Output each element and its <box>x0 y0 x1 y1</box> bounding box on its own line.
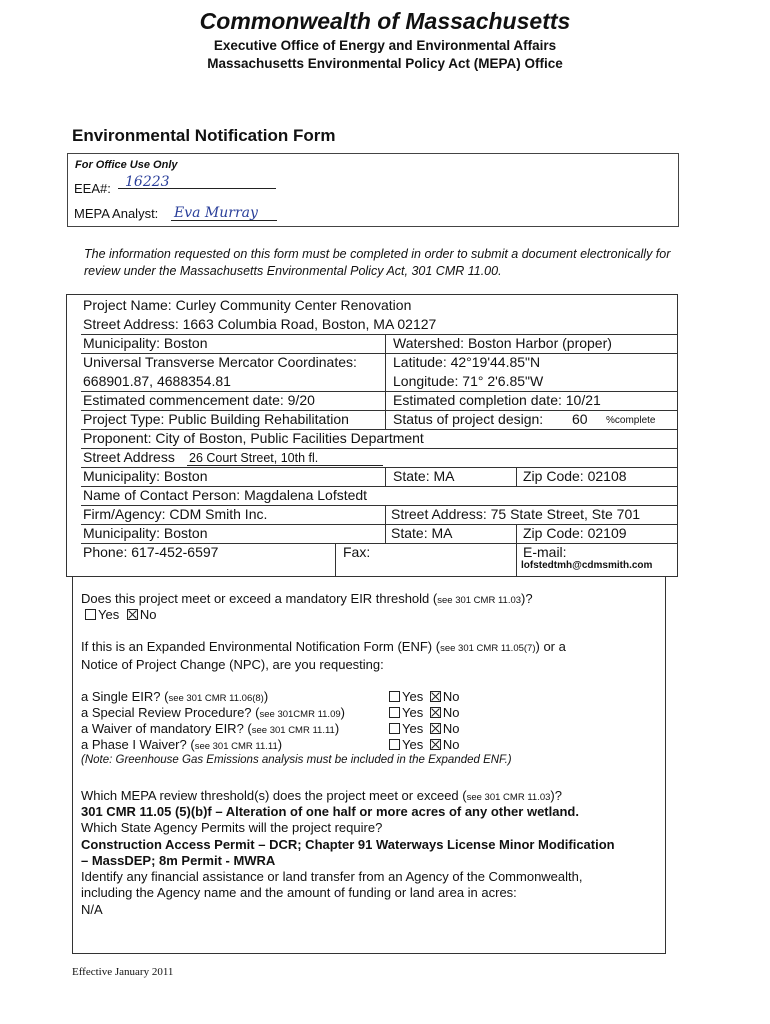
no-checkbox-checked[interactable] <box>430 739 441 750</box>
expanded-enf-question-cont: Notice of Project Change (NPC), are you requesting: <box>81 657 384 672</box>
office-use-box <box>67 153 679 227</box>
phase-one-waiver-options: Yes No <box>389 737 459 752</box>
project-info-box <box>66 294 678 577</box>
street-underline <box>187 465 383 466</box>
longitude: Longitude: 71° 2'6.85"W <box>393 373 544 389</box>
effective-date-footer: Effective January 2011 <box>72 966 174 978</box>
yes-checkbox[interactable] <box>389 707 400 718</box>
column-divider <box>516 467 517 486</box>
yes-checkbox[interactable] <box>389 723 400 734</box>
intro-text: The information requested on this form must be completed in order to submit a document electronically for review under the Massachusetts Environmental Policy Act, 301 CMR 11.00. <box>84 247 671 278</box>
latitude: Latitude: 42°19'44.85"N <box>393 354 541 370</box>
firm-municipality: Municipality: Boston <box>83 525 208 541</box>
contact-person: Name of Contact Person: Magdalena Lofstedt <box>83 487 368 503</box>
financial-assistance-question-cont: including the Agency name and the amount of funding or land area in acres: <box>81 885 517 900</box>
yes-checkbox[interactable] <box>389 691 400 702</box>
design-status-value: 60 <box>572 411 588 427</box>
proponent-municipality: Municipality: Boston <box>83 468 208 484</box>
yes-checkbox[interactable] <box>85 609 96 620</box>
proponent-street-value: 26 Court Street, 10th fl. <box>189 451 319 465</box>
state-permits-answer-cont: – MassDEP; 8m Permit - MWRA <box>81 853 276 868</box>
proponent-street-label: Street Address <box>83 449 175 465</box>
eea-number-field[interactable]: 16223 <box>125 174 170 190</box>
single-eir-options: Yes No <box>389 689 459 704</box>
project-type: Project Type: Public Building Rehabilitation <box>83 411 349 427</box>
financial-assistance-question: Identify any financial assistance or land transfer from an Agency of the Commonwealth, <box>81 869 583 884</box>
yes-checkbox[interactable] <box>389 739 400 750</box>
page-title: Commonwealth of Massachusetts <box>199 8 571 34</box>
waiver-eir-item: a Waiver of mandatory EIR? (see 301 CMR 11.11) <box>81 721 340 736</box>
column-divider <box>385 467 386 486</box>
project-name: Project Name: Curley Community Center Renovation <box>83 297 412 313</box>
ghg-note: (Note: Greenhouse Gas Emissions analysis must be included in the Expanded ENF.) <box>81 754 512 766</box>
questions-box <box>72 577 666 954</box>
eir-threshold-options: Yes No <box>85 607 156 622</box>
column-divider <box>385 334 386 430</box>
no-checkbox-checked[interactable] <box>430 723 441 734</box>
fax: Fax: <box>343 544 371 560</box>
firm-street-address: Street Address: 75 State Street, Ste 701 <box>391 506 641 522</box>
analyst-name-field[interactable]: Eva Murray <box>174 205 258 221</box>
office-subtitle: Massachusetts Environmental Policy Act (MEPA) Office <box>207 56 563 71</box>
single-eir-item: a Single EIR? (see 301 CMR 11.06(8)) <box>81 689 269 704</box>
firm-state: State: MA <box>391 525 453 541</box>
project-street-address: Street Address: 1663 Columbia Road, Boston, MA 02127 <box>83 316 437 332</box>
phone: Phone: 617-452-6597 <box>83 544 219 560</box>
special-review-options: Yes No <box>389 705 459 720</box>
analyst-label: MEPA Analyst: <box>74 206 159 221</box>
waiver-eir-options: Yes No <box>389 721 459 736</box>
agency-subtitle: Executive Office of Energy and Environmental Affairs <box>213 38 557 53</box>
no-checkbox-checked[interactable] <box>127 609 138 620</box>
office-use-label: For Office Use Only <box>75 159 178 171</box>
no-checkbox-checked[interactable] <box>430 707 441 718</box>
email-value: lofstedtmh@cdmsmith.com <box>521 560 653 571</box>
email-label: E-mail: <box>523 544 567 560</box>
no-checkbox-checked[interactable] <box>430 691 441 702</box>
eir-threshold-question: Does this project meet or exceed a mandatory EIR threshold (see 301 CMR 11.03)? <box>81 591 533 606</box>
firm-zip: Zip Code: 02109 <box>523 525 627 541</box>
project-municipality: Municipality: Boston <box>83 335 208 351</box>
state-permits-question: Which State Agency Permits will the project require? <box>81 820 383 835</box>
design-status-unit: %complete <box>606 415 656 426</box>
column-divider <box>516 524 517 577</box>
phase-one-waiver-item: a Phase I Waiver? (see 301 CMR 11.11) <box>81 737 283 752</box>
column-divider <box>335 543 336 577</box>
expanded-enf-question: If this is an Expanded Environmental Notification Form (ENF) (see 301 CMR 11.05(7)) or a <box>81 639 566 654</box>
firm-agency: Firm/Agency: CDM Smith Inc. <box>83 506 268 522</box>
financial-assistance-answer: N/A <box>81 902 103 917</box>
mepa-threshold-answer: 301 CMR 11.05 (5)(b)f – Alteration of one half or more acres of any other wetland. <box>81 804 579 819</box>
eea-label: EEA#: <box>74 181 111 196</box>
proponent-state: State: MA <box>393 468 455 484</box>
mepa-threshold-question: Which MEPA review threshold(s) does the project meet or exceed (see 301 CMR 11.03)? <box>81 788 562 803</box>
utm-label: Universal Transverse Mercator Coordinates: <box>83 354 357 370</box>
project-watershed: Watershed: Boston Harbor (proper) <box>393 335 612 351</box>
proponent: Proponent: City of Boston, Public Facilities Department <box>83 430 424 446</box>
special-review-item: a Special Review Procedure? (see 301CMR 11.09) <box>81 705 345 720</box>
form-title: Environmental Notification Form <box>72 126 336 145</box>
state-permits-answer: Construction Access Permit – DCR; Chapter 91 Waterways License Minor Modification <box>81 837 615 852</box>
utm-value: 668901.87, 4688354.81 <box>83 373 231 389</box>
proponent-zip: Zip Code: 02108 <box>523 468 627 484</box>
design-status-label: Status of project design: <box>393 411 544 427</box>
completion-date: Estimated completion date: 10/21 <box>393 392 601 408</box>
commencement-date: Estimated commencement date: 9/20 <box>83 392 315 408</box>
